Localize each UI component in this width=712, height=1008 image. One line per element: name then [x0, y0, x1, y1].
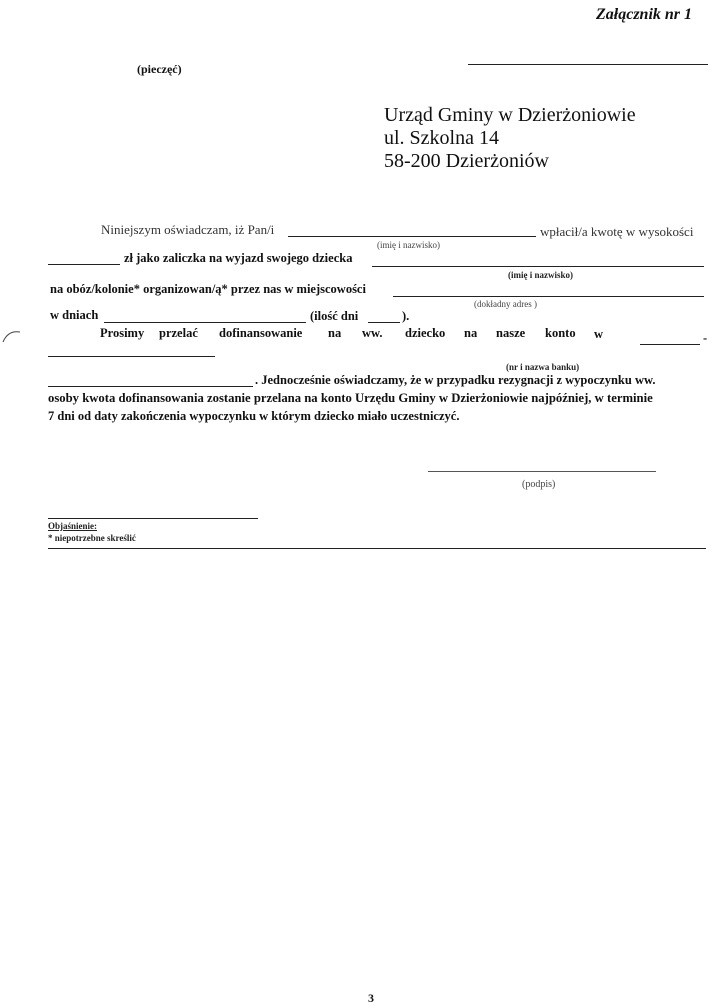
address-caption: (dokładny adres ) [474, 299, 537, 309]
recipient-line-2: ul. Szkolna 14 [384, 127, 499, 149]
days-count-line [368, 322, 400, 323]
notes-separator [48, 518, 258, 519]
statement-intro: Niniejszym oświadczam, iż Pan/i [101, 222, 275, 237]
request-w4: na [328, 326, 342, 340]
payer-name-line [288, 236, 536, 237]
stamp-label: (pieczęć) [137, 62, 182, 76]
dates-line [104, 322, 306, 323]
scan-mark-icon [2, 328, 22, 344]
amount-line [48, 264, 120, 265]
request-w6: dziecko [405, 326, 446, 340]
resignation-text-3: 7 dni od daty zakończenia wypoczynku w którym dziecko miało uczestniczyć. [48, 409, 460, 423]
camp-address-line [393, 296, 704, 297]
dates-label: w dniach [50, 308, 99, 322]
request-w9: konto [545, 326, 576, 340]
days-count-close: ). [402, 309, 410, 323]
resignation-text-2: osoby kwota dofinansowania zostanie przelana na konto Urzędu Gminy w Dzierżoniowie najpóźniej, w terminie [48, 391, 653, 405]
signature-caption: (podpis) [522, 479, 556, 490]
days-count-label: (ilość dni [310, 309, 359, 323]
request-w10: w [594, 327, 604, 341]
request-w5: ww. [362, 326, 383, 340]
signature-line [428, 471, 656, 472]
bank-dash: - [703, 331, 708, 345]
bottom-rule [48, 548, 706, 549]
child-name-line [372, 266, 704, 267]
bank-caption: (nr i nazwa banku) [506, 362, 580, 372]
account-number-line [48, 386, 253, 387]
request-w7: na [464, 326, 478, 340]
payer-name-caption: (imię i nazwisko) [377, 240, 440, 250]
advance-text: zł jako zaliczka na wyjazd swojego dziecka [124, 251, 353, 265]
notes-title: Objaśnienie: [48, 521, 98, 531]
camp-text: na obóz/kolonie* organizowan/ą* przez nas w miejscowości [50, 282, 366, 296]
bank-line-start [640, 344, 700, 345]
request-w8: nasze [496, 326, 526, 340]
attachment-label: Załącznik nr 1 [596, 6, 693, 23]
recipient-line-1: Urząd Gminy w Dzierżoniowie [384, 104, 636, 126]
statement-amount-label: wpłacił/a kwotę w wysokości [540, 224, 694, 239]
request-w1: Prosimy [100, 326, 145, 340]
child-name-caption: (imię i nazwisko) [508, 270, 573, 280]
recipient-line-3: 58-200 Dzierżoniów [384, 150, 549, 172]
date-place-line [468, 64, 708, 65]
request-w2: przelać [159, 326, 198, 340]
page-number: 3 [368, 991, 374, 1005]
resignation-text-1: . Jednocześnie oświadczamy, że w przypadku rezygnacji z wypoczynku ww. [255, 373, 656, 387]
request-w3: dofinansowanie [219, 326, 303, 340]
notes-item: * niepotrzebne skreślić [48, 533, 136, 543]
bank-line-cont [48, 356, 215, 357]
